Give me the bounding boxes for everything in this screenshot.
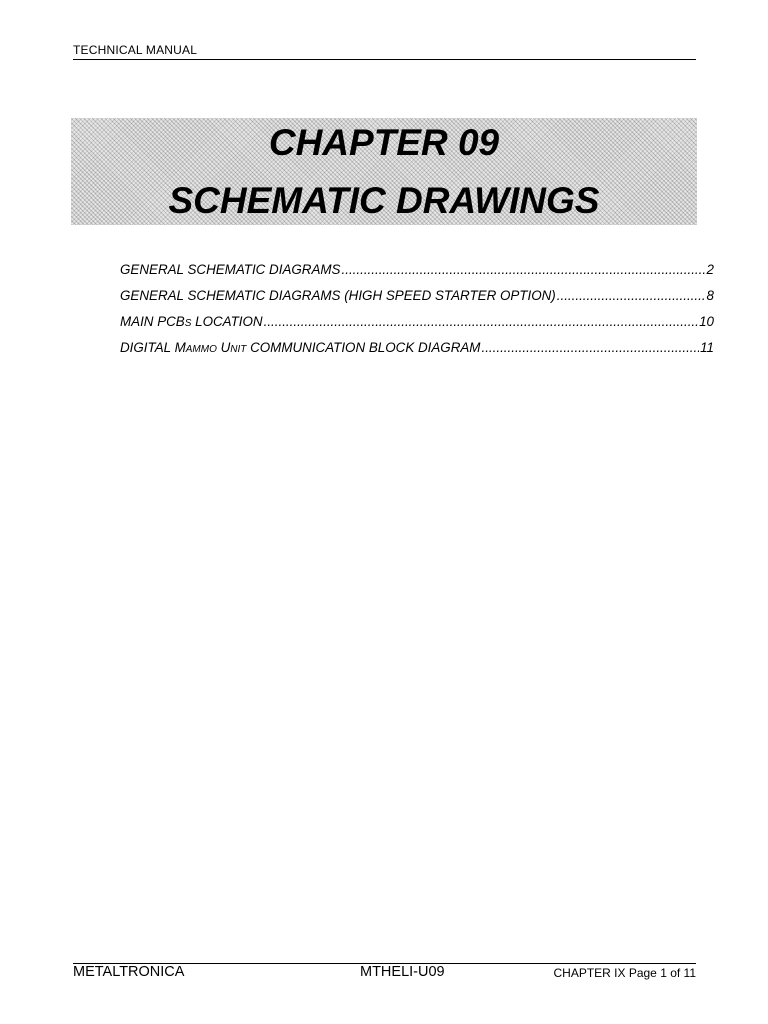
toc-item-page: 8 xyxy=(706,288,714,303)
chapter-title: SCHEMATIC DRAWINGS xyxy=(168,180,600,221)
toc-item-label: MAIN PCBS LOCATION xyxy=(120,314,263,329)
footer-page-info: CHAPTER IX Page 1 of 11 xyxy=(553,966,696,980)
footer-doc-code: MTHELI-U09 xyxy=(360,964,445,980)
toc-item[interactable] xyxy=(120,288,714,314)
toc-leader-dots xyxy=(557,288,706,303)
toc-item-page: 2 xyxy=(706,262,714,277)
toc-leader-dots xyxy=(264,314,699,329)
chapter-number: CHAPTER 09 xyxy=(268,122,500,163)
toc-item-page: 11 xyxy=(700,340,714,355)
toc-leader-dots xyxy=(342,262,706,277)
table-of-contents xyxy=(120,262,714,366)
toc-item-page: 10 xyxy=(699,314,714,329)
toc-item[interactable] xyxy=(120,340,714,366)
toc-item[interactable] xyxy=(120,262,714,288)
page-header xyxy=(73,42,696,60)
page-footer xyxy=(73,963,696,988)
toc-item-label: GENERAL SCHEMATIC DIAGRAMS (HIGH SPEED STARTER OPTION) xyxy=(120,288,556,303)
header-title: TECHNICAL MANUAL xyxy=(73,43,198,57)
footer-company: METALTRONICA xyxy=(73,964,185,980)
toc-item-label: DIGITAL MAMMO UNIT COMMUNICATION BLOCK DIAGRAM xyxy=(120,340,481,355)
toc-item[interactable] xyxy=(120,314,714,340)
toc-leader-dots xyxy=(481,340,699,355)
toc-item-label: GENERAL SCHEMATIC DIAGRAMS xyxy=(120,262,341,277)
